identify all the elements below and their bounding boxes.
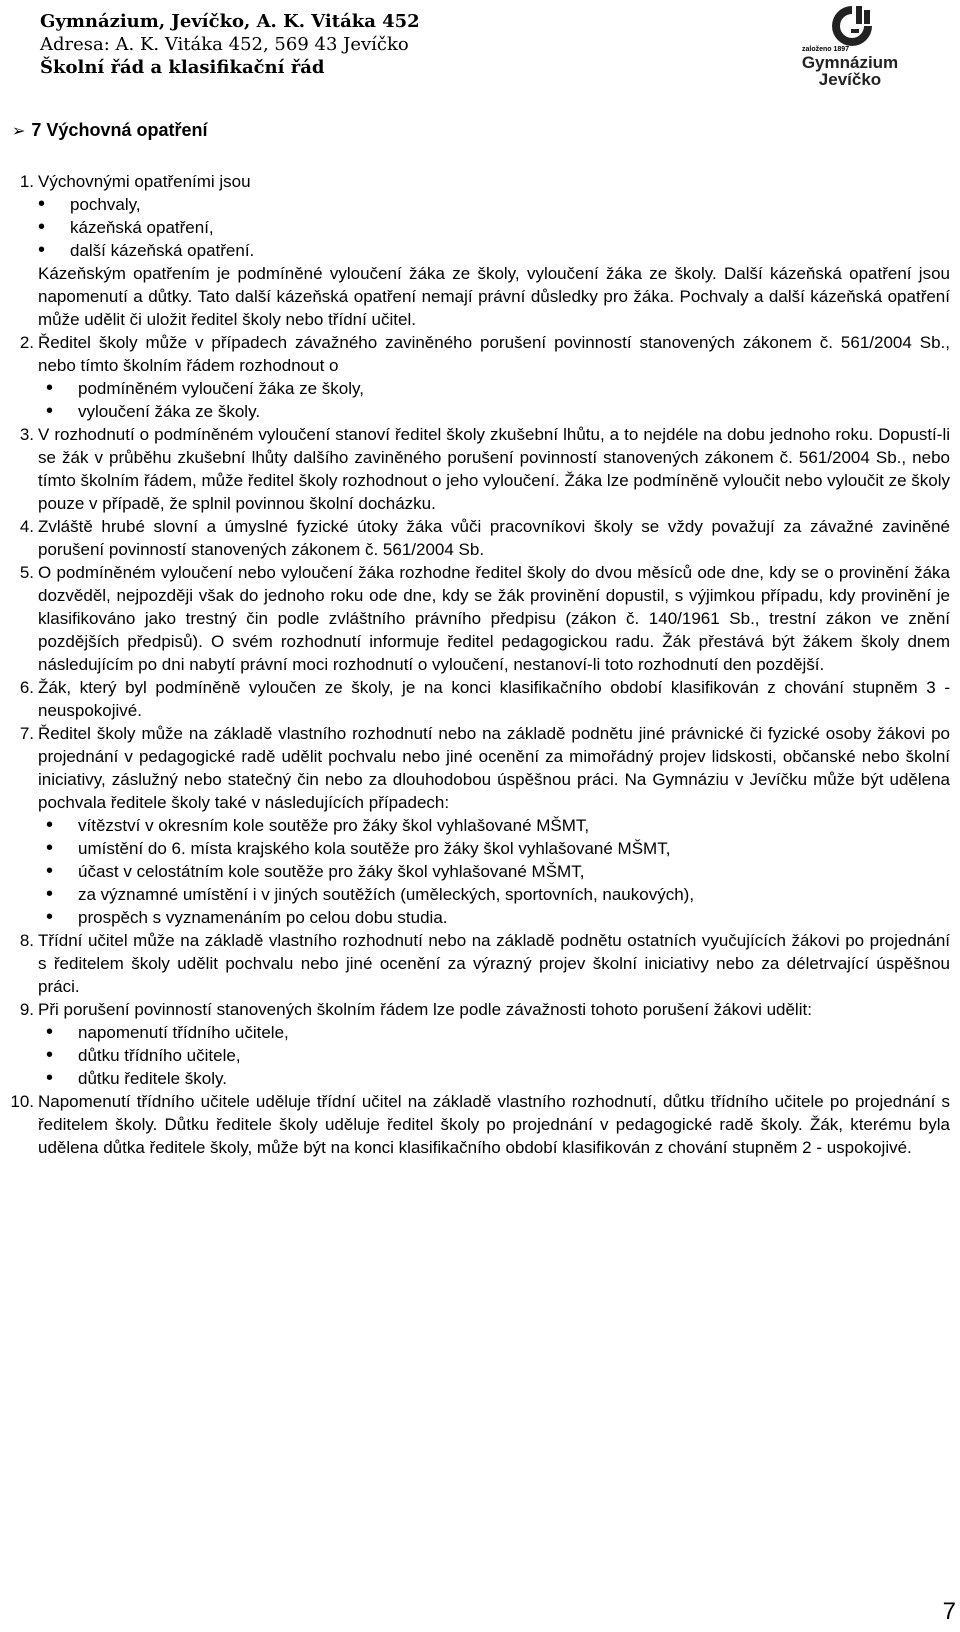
bullet-item: • podmíněném vyloučení žáka ze školy,: [38, 377, 950, 400]
item-text: O podmíněném vyloučení nebo vyloučení žáka rozhodne ředitel školy do dvou měsíců ode dne, kdy se o provinění žáka dozvěděl, nejpozději však do jednoho roku ode dne, kdy se žák provinění dopustil, s výjimkou případu, kdy provinění je klasifikováno jako trestný čin podle zvláštního právního předpisu (zákon č. 140/1961 Sb., trestní zákon ve znění pozdějších předpisů). O svém rozhodnutí informuje ředitel pedagogickou radu. Žák přestává být žákem školy dnem následujícím po dni nabytí právní moci rozhodnutí o vyloučení, nestanoví-li toto rozhodnutí den pozdější.: [38, 563, 950, 674]
bullet-list: [38, 814, 950, 929]
bullet-item: • důtku ředitele školy.: [38, 1067, 950, 1090]
list-item: [0, 998, 960, 1090]
item-text: Výchovnými opatřeními jsou: [38, 172, 251, 191]
item-text: V rozhodnutí o podmíněném vyloučení stanoví ředitel školy zkušební lhůtu, a to nejdéle na dobu jednoho roku. Dopustí-li se žák v průběhu zkušební lhůty dalšího zaviněného porušení povinností stanovených zákonem č. 561/2004 Sb., nebo tímto školním řádem, může ředitel školy rozhodnout o jeho vyloučení. Žáka lze podmíněně vyloučit nebo vyloučit ze školy pouze v případě, že splnil povinnou školní docházku.: [38, 425, 950, 513]
page-header: [40, 10, 640, 79]
list-item: [0, 929, 960, 998]
school-logo: [800, 4, 900, 88]
item-number: 8.: [19, 931, 34, 950]
item-number: 9.: [19, 1000, 34, 1019]
page-number: 7: [942, 1598, 956, 1625]
item-number: 5.: [19, 563, 34, 582]
item-number: 6.: [19, 678, 34, 697]
item-text: Žák, který byl podmíněně vyloučen ze školy, je na konci klasifikačního období klasifikován z chování stupněm 3 - neuspokojivé.: [38, 678, 950, 720]
list-item: [0, 676, 960, 722]
bullet-item: • vyloučení žáka ze školy.: [38, 400, 950, 423]
bullet-item: • vítězství v okresním kole soutěže pro žáky škol vyhlašované MŠMT,: [38, 814, 950, 837]
item-text: Třídní učitel může na základě vlastního rozhodnutí nebo na základě podnětu ostatních vyučujících žákovi po projednání s ředitelem školy udělit pochvalu nebo jiné ocenění za výrazný projev školní iniciativy nebo za déletrvající úspěšnou práci.: [38, 931, 950, 996]
list-item-continuation: [0, 262, 960, 331]
document-title: Školní řád a klasifikační řád: [40, 57, 325, 78]
list-item: [0, 515, 960, 561]
bullet-item: • prospěch s vyznamenáním po celou dobu studia.: [38, 906, 950, 929]
list-item: [0, 423, 960, 515]
bullet-item: • za významné umístění i v jiných soutěžích (uměleckých, sportovních, naukových),: [38, 883, 950, 906]
logo-founded: založeno 1897: [802, 46, 850, 53]
item-text: Ředitel školy může v případech závažného zaviněného porušení povinností stanovených zákonem č. 561/2004 Sb., nebo tímto školním řádem rozhodnout o: [38, 333, 950, 375]
section-title: 7 Výchovná opatření: [31, 120, 208, 140]
logo-name: [800, 54, 900, 88]
item-number: 3.: [19, 425, 34, 444]
bullet-list: [0, 193, 960, 262]
bullet-item: • účast v celostátním kole soutěže pro žáky škol vyhlašované MŠMT,: [38, 860, 950, 883]
bullet-item: • umístění do 6. místa krajského kola soutěže pro žáky škol vyhlašované MŠMT,: [38, 837, 950, 860]
bullet-item: • kázeňská opatření,: [0, 216, 960, 239]
list-item: [0, 1090, 960, 1159]
bullet-list: [38, 1021, 950, 1090]
section-heading: [12, 120, 207, 141]
item-number: 2.: [19, 333, 34, 352]
logo-emblem-icon: [830, 4, 874, 48]
logo-name-line2: Jevíčko: [818, 70, 882, 89]
item-text: Napomenutí třídního učitele uděluje třídní učitel na základě vlastního rozhodnutí, důtku třídního učitele po projednání s ředitelem školy. Důtku ředitele školy uděluje ředitel školy po projednání v pedagogické radě školy. Žák, kterému byla udělena důtka ředitele školy, může být na konci klasifikačního období klasifikován z chování stupněm 2 - uspokojivé.: [38, 1092, 950, 1157]
item-number: 4.: [19, 517, 34, 536]
item-text: Při porušení povinností stanovených školním řádem lze podle závažnosti tohoto porušení žákovi udělit:: [38, 1000, 812, 1019]
arrow-bullet-icon: ➢: [12, 123, 26, 140]
bullet-item: • důtku třídního učitele,: [38, 1044, 950, 1067]
list-item: [0, 561, 960, 676]
item-number: 7.: [19, 724, 34, 743]
list-item: [0, 170, 960, 193]
item-number: 10.: [10, 1092, 34, 1111]
bullet-item: • pochvaly,: [0, 193, 960, 216]
item-text: Kázeňským opatřením je podmíněné vyloučení žáka ze školy, vyloučení žáka ze školy. Další kázeňská opatření jsou napomenutí a důtky. Tato další kázeňská opatření nemají právní důsledky pro žáka. Pochvaly a další kázeňská opatření může udělit či uložit ředitel školy nebo třídní učitel.: [38, 264, 950, 329]
bullet-item: • napomenutí třídního učitele,: [38, 1021, 950, 1044]
item-text: Ředitel školy může na základě vlastního rozhodnutí nebo na základě podnětu jiné právnické či fyzické osoby žákovi po projednání v pedagogické radě udělit pochvalu nebo jiné ocenění za mimořádný projev lidskosti, občanské nebo školní iniciativy, záslužný nebo statečný čin nebo za dlouhodobou úspěšnou práci. Na Gymnáziu v Jevíčku může být udělena pochvala ředitele školy také v následujících případech:: [38, 724, 950, 812]
list-item: [0, 331, 960, 423]
bullet-list: [38, 377, 950, 423]
school-name: Gymnázium, Jevíčko, A. K. Vitáka 452: [40, 11, 420, 32]
bullet-item: • další kázeňská opatření.: [0, 239, 960, 262]
logo-name-line1: Gymnázium: [801, 53, 899, 72]
section-content: [0, 170, 960, 1159]
school-address: Adresa: A. K. Vitáka 452, 569 43 Jevíčko: [40, 34, 409, 55]
list-item: [0, 722, 960, 929]
item-number: 1.: [19, 172, 34, 191]
item-text: Zvláště hrubé slovní a úmyslné fyzické útoky žáka vůči pracovníkovi školy se vždy považují za závažné zaviněné porušení povinností stanovených zákonem č. 561/2004 Sb.: [38, 517, 950, 559]
